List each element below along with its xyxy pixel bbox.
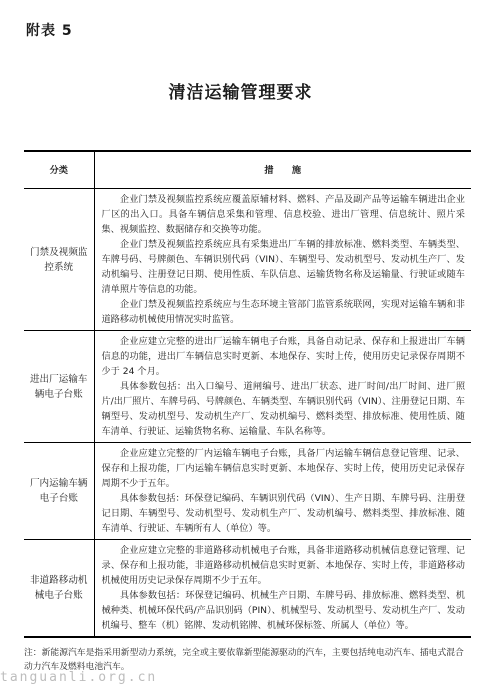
table-row	[24, 540, 471, 638]
table-header-row	[24, 151, 471, 189]
measure-paragraph: 具体参数包括：出入口编号、道闸编号、进出厂状态、进厂时间/出厂时间、进厂照片/出厂照片、车牌号码、号牌颜色、车辆类型、车辆识别代码（VIN）、注册登记日期、车辆型号、发动机型号、发动机生产厂、发动机编号、燃料类型、排放标准、使用性质、随车清单、行驶证、运输货物名称、运输量、车队名称等。	[101, 381, 465, 437]
header-category: 分类	[24, 151, 94, 189]
row-measures	[94, 331, 471, 443]
row-category: 进出厂运输车辆电子台账	[24, 331, 94, 443]
table-row	[24, 189, 471, 331]
row-measures	[94, 540, 471, 638]
row-measures	[94, 189, 471, 331]
header-measure: 措 施	[94, 151, 471, 189]
measure-paragraph: 企业门禁及视频监控系统应与生态环境主管部门监管系统联网，实现对运输车辆和非道路移动机械使用情况实时监管。	[101, 299, 465, 325]
footnote: 注：新能源汽车是指采用新型动力系统，完全或主要依靠新型能源驱动的汽车，主要包括纯电动汽车、插电式混合动力汽车及燃料电池汽车。	[24, 648, 464, 672]
row-category: 厂内运输车辆电子台账	[24, 443, 94, 540]
measure-paragraph: 企业应建立完整的厂内运输车辆电子台账，具备厂内运输车辆信息登记管理、记录、保存和上报功能，厂内运输车辆信息实时更新、本地保存、实时上传，使用历史记录保存周期不少于五年。	[101, 448, 465, 489]
appendix-label: 附表 5	[26, 23, 73, 39]
measure-paragraph: 具体参数包括：环保登记编码、机械生产日期、车牌号码、排放标准、燃料类型、机械种类、机械环保代码/产品识别码（PIN）、机械型号、发动机型号、发动机生产厂、发动机编号、整车（机）铭牌、发动机铭牌、机械环保标签、所属人（单位）等。	[101, 590, 465, 631]
row-measures	[94, 443, 471, 540]
measure-paragraph: 企业门禁及视频监控系统应具有采集进出厂车辆的排放标准、燃料类型、车辆类型、车牌号码、号牌颜色、车辆识别代码（VIN）、车辆型号、发动机型号、发动机生产厂、发动机编号、注册登记日期、使用性质、车队信息、运输货物名称及运输量、行驶证或随车清单照片等信息的功能。	[101, 239, 465, 295]
row-category: 非道路移动机械电子台账	[24, 540, 94, 638]
measure-paragraph: 企业应建立完整的进出厂运输车辆电子台账，具备自动记录、保存和上报进出厂车辆信息的功能，进出厂车辆信息实时更新、本地保存、实时上传，使用历史记录保存周期不少于 24 个月。	[101, 336, 465, 377]
row-category: 门禁及视频监控系统	[24, 189, 94, 331]
table-row	[24, 331, 471, 443]
watermark: tanguanli.org.cn	[0, 670, 158, 685]
measure-paragraph: 企业门禁及视频监控系统应覆盖原辅材料、燃料、产品及副产品等运输车辆进出企业厂区的出入口。具备车辆信息采集和管理、信息校验、进出厂管理、信息统计、照片采集、视频监控、数据储存和交换等功能。	[101, 194, 465, 235]
document-title: 清洁运输管理要求	[168, 83, 313, 103]
requirements-table	[24, 150, 471, 638]
table-row	[24, 443, 471, 540]
measure-paragraph: 企业应建立完整的非道路移动机械电子台账，具备非道路移动机械信息登记管理、记录、保存和上报功能，非道路移动机械信息实时更新、本地保存、实时上传，非道路移动机械使用历史记录保存周期不少于五年。	[101, 545, 465, 586]
measure-paragraph: 具体参数包括：环保登记编码、车辆识别代码（VIN）、生产日期、车牌号码、注册登记日期、车辆型号、发动机型号、发动机生产厂、发动机编号、燃料类型、排放标准、随车清单、行驶证、车辆所有人（单位）等。	[101, 493, 465, 534]
